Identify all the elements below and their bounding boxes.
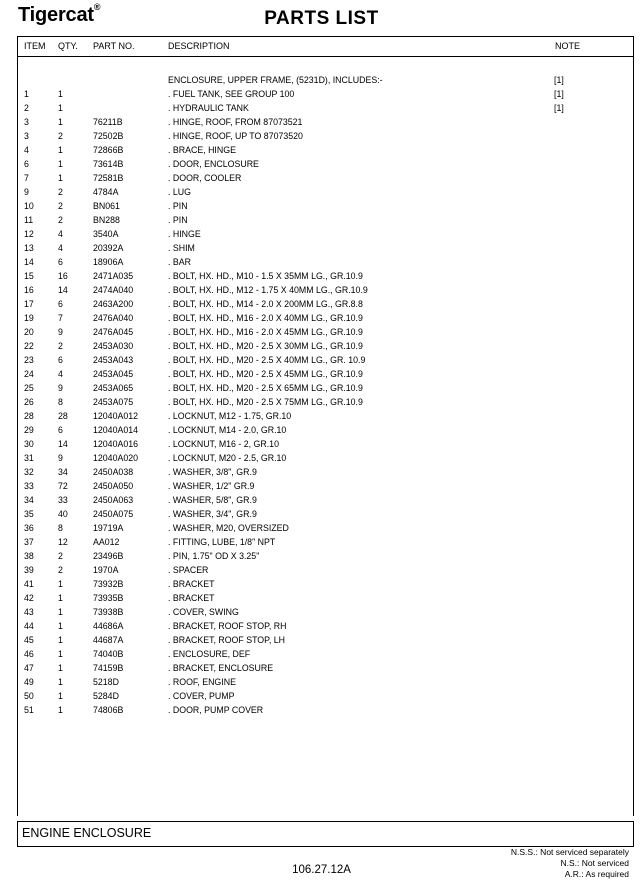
cell-qty: 1 <box>58 145 63 155</box>
cell-item: 12 <box>24 229 34 239</box>
table-row <box>0 423 643 437</box>
section-footer <box>17 821 634 847</box>
cell-item: 41 <box>24 579 34 589</box>
cell-qty: 1 <box>58 159 63 169</box>
cell-qty: 1 <box>58 677 63 687</box>
cell-item: 25 <box>24 383 34 393</box>
cell-item: 44 <box>24 621 34 631</box>
table-row <box>0 73 643 87</box>
cell-part-no: 3540A <box>93 229 119 239</box>
brand-name: Tigercat <box>18 4 94 26</box>
legend-nss: N.S.S.: Not serviced separately <box>510 847 629 857</box>
cell-part-no: 2453A030 <box>93 341 134 351</box>
cell-part-no: 72502B <box>93 131 124 141</box>
table-row <box>0 577 643 591</box>
cell-qty: 1 <box>58 579 63 589</box>
table-row <box>0 479 643 493</box>
table-row <box>0 339 643 353</box>
cell-part-no: 73932B <box>93 579 124 589</box>
cell-part-no: 2450A063 <box>93 495 134 505</box>
cell-part-no: 5218D <box>93 677 119 687</box>
cell-item: 24 <box>24 369 34 379</box>
cell-part-no: 2450A038 <box>93 467 134 477</box>
cell-qty: 1 <box>58 691 63 701</box>
cell-part-no: 2471A035 <box>93 271 134 281</box>
cell-part-no: 1970A <box>93 565 119 575</box>
cell-qty: 2 <box>58 131 63 141</box>
table-row <box>0 661 643 675</box>
page-number: 106.27.12A <box>292 864 351 876</box>
cell-qty: 1 <box>58 117 63 127</box>
table-row <box>0 647 643 661</box>
header-part-no: PART NO. <box>93 41 135 51</box>
cell-item: 13 <box>24 243 34 253</box>
cell-qty: 34 <box>58 467 68 477</box>
table-row <box>0 157 643 171</box>
cell-qty: 1 <box>58 649 63 659</box>
cell-description: . HINGE, ROOF, UP TO 87073520 <box>168 131 303 141</box>
cell-item: 22 <box>24 341 34 351</box>
cell-qty: 8 <box>58 397 63 407</box>
cell-item: 26 <box>24 397 34 407</box>
cell-item: 2 <box>24 103 29 113</box>
cell-item: 19 <box>24 313 34 323</box>
cell-part-no: 2453A043 <box>93 355 134 365</box>
cell-description: . HINGE <box>168 229 201 239</box>
cell-qty: 33 <box>58 495 68 505</box>
cell-description: . BRACKET, ROOF STOP, LH <box>168 635 285 645</box>
table-row <box>0 381 643 395</box>
cell-item: 9 <box>24 187 29 197</box>
cell-description: . FUEL TANK, SEE GROUP 100 <box>168 89 295 99</box>
cell-part-no: 2453A065 <box>93 383 134 393</box>
table-row <box>0 535 643 549</box>
cell-qty: 6 <box>58 355 63 365</box>
table-row <box>0 311 643 325</box>
cell-note: [1] <box>554 103 564 113</box>
cell-part-no: 20392A <box>93 243 124 253</box>
cell-description: . PIN <box>168 215 188 225</box>
cell-description: . HINGE, ROOF, FROM 87073521 <box>168 117 303 127</box>
cell-part-no: 19719A <box>93 523 124 533</box>
cell-part-no: 74806B <box>93 705 124 715</box>
cell-item: 35 <box>24 509 34 519</box>
cell-item: 32 <box>24 467 34 477</box>
table-row <box>0 143 643 157</box>
cell-description: . COVER, PUMP <box>168 691 235 701</box>
cell-description: . WASHER, 3/8", GR.9 <box>168 467 257 477</box>
cell-qty: 72 <box>58 481 68 491</box>
cell-part-no: BN061 <box>93 201 120 211</box>
cell-description: . DOOR, PUMP COVER <box>168 705 264 715</box>
cell-qty: 2 <box>58 341 63 351</box>
cell-qty: 1 <box>58 635 63 645</box>
cell-item: 15 <box>24 271 34 281</box>
cell-qty: 1 <box>58 663 63 673</box>
cell-item: 28 <box>24 411 34 421</box>
table-row <box>0 185 643 199</box>
table-row <box>0 241 643 255</box>
cell-part-no: 12040A016 <box>93 439 139 449</box>
table-row <box>0 115 643 129</box>
cell-part-no: 12040A014 <box>93 425 139 435</box>
cell-qty: 14 <box>58 285 68 295</box>
cell-qty: 4 <box>58 369 63 379</box>
cell-description: . DOOR, ENCLOSURE <box>168 159 259 169</box>
header-qty: QTY. <box>58 41 78 51</box>
table-row <box>0 129 643 143</box>
cell-item: 49 <box>24 677 34 687</box>
cell-item: 33 <box>24 481 34 491</box>
cell-part-no: 2453A045 <box>93 369 134 379</box>
cell-item: 31 <box>24 453 34 463</box>
table-row <box>0 549 643 563</box>
cell-item: 10 <box>24 201 34 211</box>
cell-note: [1] <box>554 89 564 99</box>
table-row <box>0 465 643 479</box>
parts-table-body <box>0 73 643 717</box>
cell-description: . LOCKNUT, M20 - 2.5, GR.10 <box>168 453 287 463</box>
cell-part-no: 72581B <box>93 173 124 183</box>
cell-description: . BRACKET <box>168 593 215 603</box>
cell-description: . LOCKNUT, M16 - 2, GR.10 <box>168 439 279 449</box>
table-row <box>0 703 643 717</box>
table-row <box>0 395 643 409</box>
cell-item: 4 <box>24 145 29 155</box>
table-row <box>0 101 643 115</box>
page-title: PARTS LIST <box>264 8 379 29</box>
cell-item: 29 <box>24 425 34 435</box>
table-row <box>0 521 643 535</box>
cell-part-no: 2476A040 <box>93 313 134 323</box>
table-row <box>0 353 643 367</box>
table-header <box>17 36 634 57</box>
cell-item: 34 <box>24 495 34 505</box>
table-row <box>0 227 643 241</box>
cell-item: 47 <box>24 663 34 673</box>
cell-description: . BOLT, HX. HD., M20 - 2.5 X 45MM LG., GR.10.9 <box>168 369 363 379</box>
cell-qty: 2 <box>58 565 63 575</box>
cell-part-no: 44687A <box>93 635 124 645</box>
cell-item: 51 <box>24 705 34 715</box>
legend-ar: A.R.: As required <box>564 869 629 879</box>
cell-description: . BRACE, HINGE <box>168 145 236 155</box>
registered-mark: ® <box>93 2 101 13</box>
cell-qty: 1 <box>58 607 63 617</box>
cell-qty: 40 <box>58 509 68 519</box>
cell-item: 30 <box>24 439 34 449</box>
cell-description: . PIN <box>168 201 188 211</box>
cell-item: 36 <box>24 523 34 533</box>
cell-part-no: 44686A <box>93 621 124 631</box>
cell-description: . WASHER, 1/2" GR.9 <box>168 481 255 491</box>
cell-qty: 4 <box>58 229 63 239</box>
table-row <box>0 689 643 703</box>
cell-part-no: 12040A012 <box>93 411 139 421</box>
cell-qty: 1 <box>58 103 63 113</box>
cell-item: 7 <box>24 173 29 183</box>
cell-part-no: 74040B <box>93 649 124 659</box>
cell-part-no: 2476A045 <box>93 327 134 337</box>
cell-qty: 8 <box>58 523 63 533</box>
cell-qty: 2 <box>58 187 63 197</box>
cell-description: . BOLT, HX. HD., M20 - 2.5 X 65MM LG., GR.10.9 <box>168 383 363 393</box>
cell-item: 1 <box>24 89 29 99</box>
table-row <box>0 507 643 521</box>
cell-description: . ENCLOSURE, DEF <box>168 649 251 659</box>
cell-description: . BRACKET, ROOF STOP, RH <box>168 621 287 631</box>
cell-description: . ROOF, ENGINE <box>168 677 236 687</box>
header-item: ITEM <box>24 41 46 51</box>
cell-qty: 9 <box>58 383 63 393</box>
cell-description: . LOCKNUT, M12 - 1.75, GR.10 <box>168 411 292 421</box>
cell-qty: 1 <box>58 705 63 715</box>
section-title: ENGINE ENCLOSURE <box>22 826 152 840</box>
table-row <box>0 213 643 227</box>
cell-description: ENCLOSURE, UPPER FRAME, (5231D), INCLUDES:- <box>168 75 383 85</box>
cell-description: . BOLT, HX. HD., M16 - 2.0 X 40MM LG., GR.10.9 <box>168 313 363 323</box>
cell-description: . COVER, SWING <box>168 607 239 617</box>
cell-part-no: AA012 <box>93 537 120 547</box>
cell-description: . WASHER, M20, OVERSIZED <box>168 523 289 533</box>
cell-description: . FITTING, LUBE, 1/8" NPT <box>168 537 276 547</box>
table-row <box>0 619 643 633</box>
cell-description: . BOLT, HX. HD., M12 - 1.75 X 40MM LG., GR.10.9 <box>168 285 368 295</box>
cell-description: . DOOR, COOLER <box>168 173 242 183</box>
cell-part-no: 73938B <box>93 607 124 617</box>
cell-part-no: 73935B <box>93 593 124 603</box>
cell-qty: 1 <box>58 621 63 631</box>
cell-qty: 2 <box>58 551 63 561</box>
cell-description: . BOLT, HX. HD., M10 - 1.5 X 35MM LG., GR.10.9 <box>168 271 363 281</box>
cell-item: 43 <box>24 607 34 617</box>
cell-item: 39 <box>24 565 34 575</box>
cell-qty: 1 <box>58 89 63 99</box>
cell-part-no: BN288 <box>93 215 120 225</box>
cell-part-no: 18906A <box>93 257 124 267</box>
cell-part-no: 76211B <box>93 117 123 127</box>
cell-description: . BOLT, HX. HD., M14 - 2.0 X 200MM LG., GR.8.8 <box>168 299 363 309</box>
cell-qty: 12 <box>58 537 68 547</box>
cell-qty: 6 <box>58 257 63 267</box>
table-row <box>0 633 643 647</box>
table-row <box>0 437 643 451</box>
table-row <box>0 409 643 423</box>
cell-description: . BOLT, HX. HD., M16 - 2.0 X 45MM LG., GR.10.9 <box>168 327 363 337</box>
cell-item: 46 <box>24 649 34 659</box>
table-row <box>0 255 643 269</box>
table-row <box>0 297 643 311</box>
cell-part-no: 23496B <box>93 551 124 561</box>
cell-qty: 9 <box>58 453 63 463</box>
cell-description: . LUG <box>168 187 191 197</box>
cell-description: . HYDRAULIC TANK <box>168 103 249 113</box>
cell-description: . BRACKET <box>168 579 215 589</box>
table-row <box>0 199 643 213</box>
cell-description: . BRACKET, ENCLOSURE <box>168 663 274 673</box>
cell-note: [1] <box>554 75 564 85</box>
cell-part-no: 12040A020 <box>93 453 139 463</box>
table-row <box>0 283 643 297</box>
cell-qty: 16 <box>58 271 68 281</box>
legend-ns: N.S.: Not serviced <box>560 858 629 868</box>
cell-item: 38 <box>24 551 34 561</box>
cell-qty: 6 <box>58 425 63 435</box>
cell-part-no: 74159B <box>93 663 124 673</box>
cell-item: 17 <box>24 299 34 309</box>
cell-item: 23 <box>24 355 34 365</box>
cell-part-no: 73614B <box>93 159 124 169</box>
cell-part-no: 2450A050 <box>93 481 134 491</box>
cell-part-no: 2450A075 <box>93 509 134 519</box>
cell-item: 50 <box>24 691 34 701</box>
cell-description: . BOLT, HX. HD., M20 - 2.5 X 75MM LG., GR.10.9 <box>168 397 363 407</box>
cell-description: . BOLT, HX. HD., M20 - 2.5 X 40MM LG., GR. 10.9 <box>168 355 366 365</box>
table-row <box>0 493 643 507</box>
cell-item: 14 <box>24 257 34 267</box>
cell-qty: 4 <box>58 243 63 253</box>
cell-description: . WASHER, 5/8", GR.9 <box>168 495 257 505</box>
cell-description: . LOCKNUT, M14 - 2.0, GR.10 <box>168 425 287 435</box>
cell-qty: 28 <box>58 411 68 421</box>
cell-description: . SHIM <box>168 243 195 253</box>
cell-qty: 1 <box>58 593 63 603</box>
cell-item: 6 <box>24 159 29 169</box>
table-row <box>0 591 643 605</box>
cell-description: . SPACER <box>168 565 209 575</box>
cell-part-no: 2463A200 <box>93 299 134 309</box>
cell-item: 16 <box>24 285 34 295</box>
table-row <box>0 563 643 577</box>
table-row <box>0 451 643 465</box>
table-row <box>0 675 643 689</box>
cell-item: 42 <box>24 593 34 603</box>
cell-item: 3 <box>24 131 29 141</box>
cell-description: . PIN, 1.75" OD X 3.25" <box>168 551 260 561</box>
cell-item: 37 <box>24 537 34 547</box>
table-row <box>0 87 643 101</box>
cell-part-no: 4784A <box>93 187 119 197</box>
cell-description: . WASHER, 3/4", GR.9 <box>168 509 257 519</box>
cell-part-no: 72866B <box>93 145 124 155</box>
cell-qty: 2 <box>58 215 63 225</box>
cell-qty: 6 <box>58 299 63 309</box>
header-description: DESCRIPTION <box>168 41 230 51</box>
cell-qty: 14 <box>58 439 68 449</box>
table-row <box>0 171 643 185</box>
cell-description: . BOLT, HX. HD., M20 - 2.5 X 30MM LG., GR.10.9 <box>168 341 363 351</box>
table-row <box>0 367 643 381</box>
cell-item: 45 <box>24 635 34 645</box>
table-row <box>0 605 643 619</box>
cell-item: 20 <box>24 327 34 337</box>
cell-item: 3 <box>24 117 29 127</box>
cell-qty: 1 <box>58 173 63 183</box>
cell-part-no: 2453A075 <box>93 397 134 407</box>
cell-part-no: 2474A040 <box>93 285 134 295</box>
cell-qty: 2 <box>58 201 63 211</box>
table-row <box>0 269 643 283</box>
cell-description: . BAR <box>168 257 191 267</box>
cell-item: 11 <box>24 215 34 225</box>
table-row <box>0 325 643 339</box>
header-note: NOTE <box>555 41 581 51</box>
cell-qty: 9 <box>58 327 63 337</box>
cell-qty: 7 <box>58 313 63 323</box>
cell-part-no: 5284D <box>93 691 119 701</box>
